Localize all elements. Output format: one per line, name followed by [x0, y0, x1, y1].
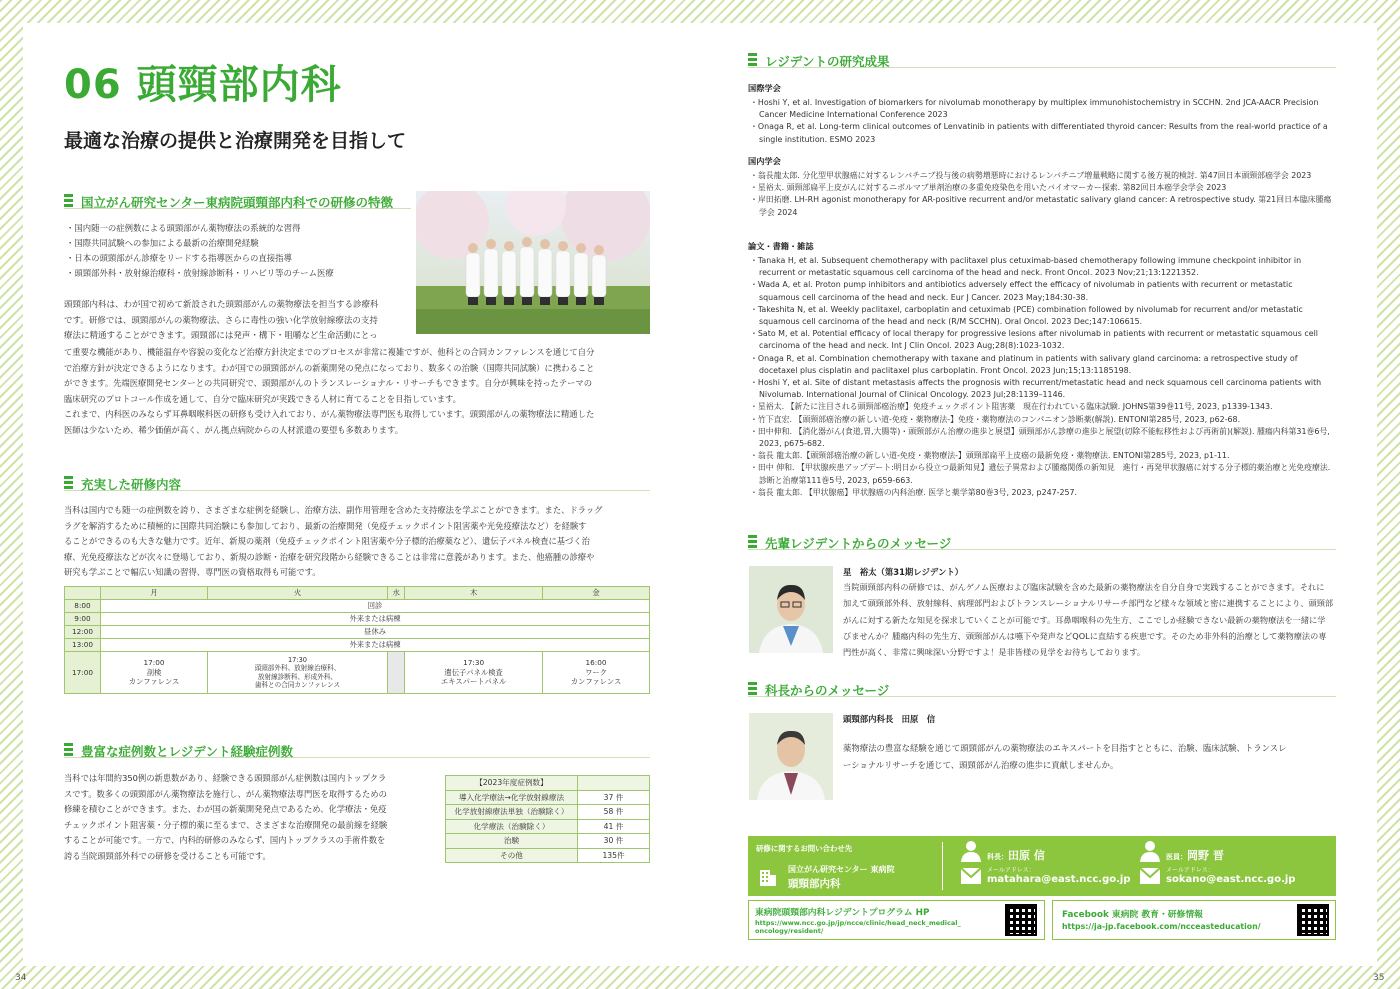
- cell-line: エキスパートパネル: [440, 677, 507, 687]
- cell-line: 17:30: [463, 658, 485, 668]
- mail-label: メールアドレス：: [1166, 867, 1214, 874]
- p1-email-link[interactable]: matahara@east.ncc.go.jp: [987, 874, 1131, 885]
- right-page: [700, 23, 1377, 966]
- building-icon: [758, 866, 778, 886]
- reference-item: ・ 田中伸和. 【消化器がん(食道,胃,大腸等)・頭頸部がん治療の進歩と展望】頭頸部がん診療の進歩と展望(切除不能転移性および再術前)(解説). 腫瘍内科第31巻6号, 2023, p675-682.: [750, 426, 1335, 450]
- reference-item: ・ Hoshi Y, et al. Site of distant metastasis affects the prognosis with recurrent/metastatic head and neck squamous cell carcinoma patients with Nivolumab. International Journal of Clinical Oncology. 2023 Jul;28:1139–1146.: [750, 377, 1335, 401]
- features-heading: 国立がん研究センター東病院頭頸部内科での研修の特徴: [64, 193, 411, 209]
- page-subtitle: 最適な治療の提供と治療開発を目指して: [64, 130, 407, 152]
- contact-box: [748, 836, 1336, 896]
- mail-icon: [1140, 868, 1160, 888]
- role-label: 医員：: [1166, 853, 1187, 861]
- cell-line: 16:00: [585, 658, 607, 668]
- bullet: ・ 国際共同試験への参加による最新の治療開発経験: [66, 236, 334, 251]
- chief-name: 頭頸部内科長 田原 信: [843, 714, 936, 724]
- case-value: 41 件: [578, 819, 650, 834]
- reference-item: ・ Sato M, et al. Potential efficacy of local therapy for progressive lesions after nivolumab in patients with recurrent or metastatic squamous cell carcinoma of the head and neck. Int J Clin Oncol. 2023 Aug;28(8):1023-1032.: [750, 328, 1335, 352]
- achievements-heading: レジデントの研究成果: [748, 52, 1336, 68]
- table-header-empty: [578, 776, 650, 791]
- time-cell: 9:00: [65, 613, 101, 626]
- dom-label: 国内学会: [748, 156, 781, 166]
- case-value: 37 件: [578, 790, 650, 805]
- senior-portrait-image: [749, 566, 833, 653]
- text-line: 頭頸部内科は、わが国で初めて新設された頭頸部がんの薬物療法を担当する診療科: [64, 300, 379, 310]
- text-line: 修練を積むことができます。また、わが国の新薬開発発点であるため、化学療法・免疫: [64, 804, 387, 814]
- case-label: 化学療法（治験除く）: [446, 819, 578, 834]
- role-label: 科長：: [987, 853, 1008, 861]
- intl-label: 国際学会: [748, 83, 781, 93]
- contact-org1: 国立がん研究センター 東病院: [788, 865, 895, 874]
- features-bullets: [66, 221, 334, 281]
- cell-line: カンファレンス: [128, 677, 180, 687]
- text-line: ーショナルリサーチを通じて、頭頸部がん治療の進歩に貢献しませんか。: [843, 760, 1119, 770]
- reference-item: ・ Tanaka H, et al. Subsequent chemotherapy with paclitaxel plus cetuximab-based chemotherapy following immune checkpoint inhibitor in recurrent or metastatic squamous cell carcinoma of the head and neck. Front Oncol. 2023 Nov;21;13:1221352.: [750, 255, 1335, 279]
- fb-box: [1052, 900, 1336, 940]
- senior-message: [843, 579, 1338, 660]
- hp-qr-code: [1005, 904, 1037, 936]
- contact-divider: [942, 842, 943, 890]
- mail-label: メールアドレス：: [987, 867, 1035, 874]
- case-label: 化学放射線療法単独（治験除く）: [446, 805, 578, 820]
- contact-p2: [1166, 847, 1224, 863]
- reference-item: ・ 星裕太. 頭頸部扁平上皮がんに対するニボルマブ単剤治療の多重免疫染色を用いたバイオマーカー探索. 第82回日本癌学会学会 2023: [750, 182, 1335, 194]
- chief-message: [843, 740, 1338, 774]
- senior-heading: 先輩レジデントからのメッセージ: [748, 534, 1336, 550]
- chief-photo: [749, 713, 833, 800]
- fb-qr-code: [1297, 904, 1329, 936]
- schedule-cell: 外来または病棟: [101, 639, 650, 652]
- text-line: スです。数多くの頭頸部がん薬物療法を施行し、がん薬物療法専門医を取得するための: [64, 788, 387, 799]
- schedule-cell-mon: [101, 652, 208, 694]
- text-line: です。研修では、頭頸部がんの薬物療法、さらに毒性の強い化学放射線療法の支持: [64, 315, 378, 326]
- time-cell: 13:00: [65, 639, 101, 652]
- pub-label: 論文・書籍・雑誌: [748, 241, 814, 251]
- text-line: ラグを解消するために積極的に国際共同治験にも参加しており、最新の治療開発（免疫チェックポイント阻害薬や光免疫療法など）を経験す: [64, 520, 587, 531]
- cases-heading: 豊富な症例数とレジデント経験症例数: [64, 742, 650, 758]
- schedule-cell-wed: [387, 652, 404, 694]
- reference-item: ・ 星裕太. 【新たに注目される頭頸部癌治療】免疫チェックポイント阻害薬 現在行われている臨床試験. JOHNS第39巻11号, 2023, p1339-1343.: [750, 401, 1335, 413]
- pub-list: [750, 255, 1335, 499]
- case-value: 58 件: [578, 805, 650, 820]
- chief-portrait-image: [749, 713, 833, 800]
- person-icon: [1140, 840, 1160, 866]
- schedule-cell-tue: [207, 652, 387, 694]
- schedule-cell: 昼休み: [101, 626, 650, 639]
- features-text-narrow: [64, 298, 414, 345]
- case-label: 治験: [446, 834, 578, 849]
- day-fri: 金: [543, 587, 650, 600]
- reference-item: ・ 翁長龍太郎. 分化型甲状腺癌に対するレンバチニブ投与後の病勢増悪時におけるレンバチニブ増量戦略に関する後方視的検討. 第47回日本頭頸部癌学会 2023: [750, 170, 1335, 182]
- training-text: [64, 503, 664, 581]
- text-line: で治療方針が決定できるようになります。わが国での頭頸部がんの新薬開発の発点になっており、数多くの治験（国際共同試験）に携わること: [64, 362, 595, 373]
- page-number-right: 35: [1373, 973, 1385, 983]
- cases-text: [64, 771, 444, 864]
- bullet: ・ 国内随一の症例数による頭頸部がん薬物療法の系統的な習得: [66, 221, 334, 236]
- text-line: 当科では年間約350例の新患数があり、経験できる頭頸部がん症例数は国内トップクラ: [64, 773, 387, 783]
- person-name: 田原 信: [1008, 849, 1045, 862]
- day-wed: 水: [387, 587, 404, 600]
- case-label: 導入化学療法→化学放射線療法: [446, 790, 578, 805]
- url-line: https://www.ncc.go.jp/jp/ncce/clinic/head_neck_medical_: [755, 919, 961, 927]
- text-line: ができます。先端医療開発センターとの共同研究で、頭頸部がんのトランスレーショナル・リサーチもできます。自分が興味を持ったテーマの: [64, 378, 593, 388]
- text-line: することが可能です。一方で、内科的研修のみならず、国内トップクラスの手術件数を: [64, 835, 386, 845]
- cell-line: カンファレンス: [570, 677, 622, 687]
- text-line: びませんか？腫瘍内科の先生方、頭頸部がんは嚥下や発声などQOLに直結する疾患です。そのため非外科的治療として薬物療法の専: [843, 630, 1327, 641]
- chief-heading: 科長からのメッセージ: [748, 681, 1336, 697]
- text-line: ることができるのも大きな魅力です。近年、新規の薬剤（免疫チェックポイント阻害薬や分子標的治療薬など）、遺伝子パネル検査に基づく治: [64, 536, 590, 546]
- bullet: ・ 日本の頭頸部がん診療をリードする指導医からの直接指導: [66, 251, 334, 266]
- case-count-table: [445, 775, 650, 863]
- text-line: 療、光免疫療法などが次々に登場しており、新規の診断・治療を研究段階から経験できることは非常に意義があります。また、他癌腫の診療や: [64, 551, 595, 562]
- mail-icon: [961, 868, 981, 888]
- time-cell: 8:00: [65, 600, 101, 613]
- text-line: 医師は少ないため、稀少価値が高く、がん拠点病院からの人材派遣の要望も多数あります。: [64, 424, 404, 435]
- day-mon: 月: [101, 587, 208, 600]
- case-label: その他: [446, 848, 578, 863]
- intl-list: [750, 97, 1335, 146]
- text-line: 門性が高く、非常に興味深い分野ですよ！是非皆様の見学をお待ちしております。: [843, 647, 1146, 658]
- reference-item: ・ 岸田拓磨. LH-RH agonist monotherapy for AR-positive recurrent and/or metastatic salivary gland cancer: A retrospective study. 第21回日本臨床腫瘍学会 2024: [750, 194, 1335, 218]
- reference-item: ・ Onaga R, et al. Combination chemotherapy with taxane and platinum in patients with salivary gland carcinoma: a retrospective study of docetaxel plus cisplatin and paclitaxel plus carboplatin. Front Oncol. 2023 Jun;15;13:1185198.: [750, 353, 1335, 377]
- page-title: 06 頭頸部内科: [64, 62, 342, 108]
- reference-item: ・ 翁長 龍太郎. 【甲状腺癌】甲状腺癌の内科治療. 医学と薬学第80巻3号, 2023, p247-257.: [750, 487, 1335, 499]
- dom-list: [750, 170, 1335, 219]
- url-line: oncology/resident/: [755, 927, 824, 935]
- weekly-schedule: [64, 586, 650, 694]
- table-title: 【2023年度症例数】: [446, 776, 578, 791]
- day-tue: 火: [207, 587, 387, 600]
- case-value: 135件: [578, 848, 650, 863]
- text-line: 薬物療法の豊富な経験を通じて頭頸部がんの薬物療法のエキスパートを目指すとともに、治験、臨床試験、トランスレ: [843, 743, 1287, 753]
- doctors-group-image: [416, 191, 650, 334]
- text-line: がんに対する新たな知見を探求していくことが可能です。耳鼻咽喉科の先生方、ここでしか経験できない最新の薬物療法を一緒に学: [843, 614, 1326, 625]
- text-line: 当科は国内でも随一の症例数を誇り、さまざまな症例を経験し、治療方法、副作用管理を含めた支持療法を学ぶことができます。また、ドラッグ: [64, 505, 603, 515]
- p2-email-link[interactable]: sokano@east.ncc.go.jp: [1166, 874, 1296, 885]
- case-value: 30 件: [578, 834, 650, 849]
- fb-title: Facebook 東病院 教育・研修情報: [1062, 910, 1203, 920]
- text-line: チェックポイント阻害薬・分子標的薬に至るまで、さまざまな治療開発の最前線を経験: [64, 819, 388, 830]
- cell-line: 剖検: [146, 667, 162, 677]
- schedule-cell-fri: [543, 652, 650, 694]
- senior-name: 星 裕太（第31期レジデント）: [843, 567, 964, 577]
- reference-item: ・ 翁長 龍太郎.【頭頸部癌治療の新しい道-免疫・薬物療法-】頭頸部扁平上皮癌の最新免疫・薬物療法. ENTONI第285号, 2023, p1-11.: [750, 450, 1335, 462]
- contact-tag: 研修に関するお問い合わせ先: [756, 844, 853, 853]
- reference-item: ・ Wada A, et al. Proton pump inhibitors and antibiotics adversely effect the efficacy of nivolumab in patients with recurrent or metastatic squamous cell carcinoma of the head and neck. Eur J Cancer. 2023 May;184:30-38.: [750, 279, 1335, 303]
- text-line: 加えて頭頸部外科、放射線科、病理部門およびトランスレーショナルリサーチ部門など様々な領域と密に連携することにより、頭頸部: [843, 598, 1334, 609]
- group-photo: [416, 191, 650, 334]
- person-name: 岡野 晋: [1187, 849, 1224, 862]
- reference-item: ・ Onaga R, et al. Long-term clinical outcomes of Lenvatinib in patients with differentiated thyroid cancer: Results from the real-world practice of a single institution. ESMO 2023: [750, 121, 1335, 145]
- contact-p1: [987, 847, 1045, 863]
- hp-box: [748, 900, 1045, 940]
- schedule-cell: 回診: [101, 600, 650, 613]
- schedule-cell: 外来または病棟: [101, 613, 650, 626]
- text-line: 療法に精通することができます。頭頸部には発声・構下・咀嚼など生命活動にとっ: [64, 331, 378, 341]
- hp-url-link[interactable]: [755, 919, 961, 935]
- hp-title: 東病院頭頸部内科レジデントプログラム HP: [755, 908, 930, 918]
- corner-cell: [65, 587, 101, 600]
- training-heading: 充実した研修内容: [64, 475, 650, 491]
- time-cell: 12:00: [65, 626, 101, 639]
- day-thu: 木: [405, 587, 543, 600]
- text-line: 当院頭頸部内科の研修では、がんゲノム医療および臨床試験を含めた最新の薬物療法を自分自身で実践することができます。それに: [843, 582, 1325, 592]
- text-line: 臨床研究のプロトコール作成を通して、自分で臨床研究が実践できる人材に育てることを目指しています。: [64, 393, 461, 404]
- text-line: 研究も学ぶことで幅広い知識の習得、専門医の資格取得も可能です。: [64, 567, 321, 577]
- text-line: これまで、内科医のみならず耳鼻咽喉科医の研修も受け入れており、がん薬物療法専門医も取得しています。頭頸部がんの薬物療法に精通した: [64, 409, 595, 419]
- reference-item: ・ 田中 伸和. 【甲状腺疾患アップデート:明日から役立つ最新知見】遺伝子異常および腫瘍関係の新知見 進行・再発甲状腺癌に対する分子標的薬治療と光免疫療法. 診断と治療第111巻5号, 2023, p659-663.: [750, 462, 1335, 486]
- cell-line: 放射線診断科、形成外科、: [257, 672, 338, 681]
- cell-line: 17:30: [287, 655, 307, 664]
- senior-photo: [749, 566, 833, 653]
- text-line: 誇る当院頭頸部外科での研修を受けることも可能です。: [64, 850, 271, 861]
- bullet: ・ 頭頸部外科・放射線治療科・放射線診断科・リハビリ等のチーム医療: [66, 266, 334, 281]
- cell-line: ワーク: [585, 667, 607, 677]
- reference-item: ・ 竹下直宏. 【頭頸部癌治療の新しい道-免疫・薬物療法-】免疫・薬物療法のコンパニオン診断薬(解説). ENTONI第285号, 2023, p62-68.: [750, 414, 1335, 426]
- cell-line: 歯科との合同カンファレンス: [254, 681, 341, 689]
- person-icon: [961, 840, 981, 866]
- cell-line: 遺伝子パネル検査: [444, 667, 503, 677]
- time-cell: 17:00: [65, 652, 101, 694]
- left-page: [23, 23, 700, 966]
- reference-item: ・ Takeshita N, et al. Weekly paclitaxel, carboplatin and cetuximab (PCE) combination followed by nivolumab for recurrent and/or metastatic squamous cell carcinoma of the head and neck (R/M SCCHN). Oral Oncol. 2023 Dec;147:106615.: [750, 304, 1335, 328]
- contact-org2: 頭頸部内科: [788, 878, 841, 890]
- cell-line: 頭頸部外科、放射線治療科、: [254, 664, 341, 672]
- cell-line: 17:00: [143, 658, 165, 668]
- features-text-wide: [64, 345, 664, 438]
- schedule-cell-thu: [405, 652, 543, 694]
- reference-item: ・ Hoshi Y, et al. Investigation of biomarkers for nivolumab monotherapy by multiplex immunohistochemistry in SCCHN. 2nd JCA-AACR Precision Cancer Medicine International Conference 2023: [750, 97, 1335, 121]
- fb-url-link[interactable]: https://ja-jp.facebook.com/ncceasteducation/: [1062, 922, 1261, 931]
- text-line: て重要な機能があり、機能温存や容貌の変化など治療方針決定までのプロセスが非常に複雑ですが、他科との合同カンファレンスを通じて自分: [64, 347, 595, 357]
- page-number-left: 34: [15, 973, 27, 983]
